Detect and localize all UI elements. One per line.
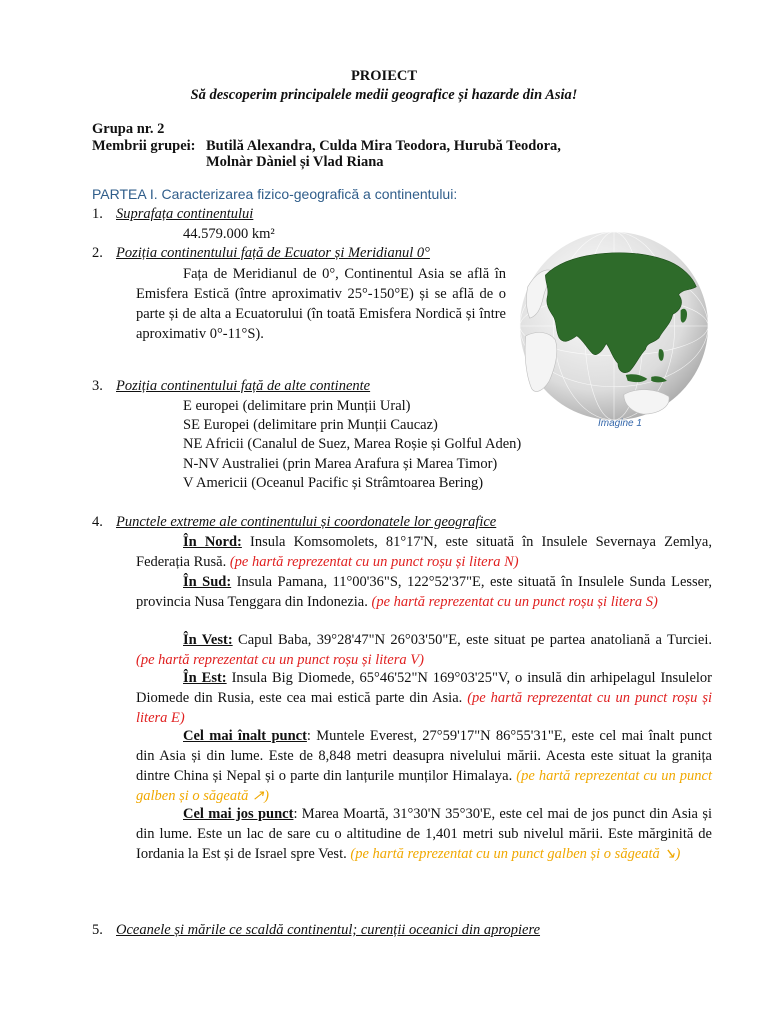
extreme-west-text: Capul Baba, 39°28'47"N 26°03'50"E, este situat pe partea anatoliană a Turciei.: [232, 632, 712, 648]
highest-point-label: Cel mai înalt punct: [183, 728, 307, 744]
extreme-north-note: (pe hartă reprezentat cu un punct roșu și litera N): [229, 554, 519, 570]
figure-caption: Imagine 1: [598, 418, 642, 429]
members-line-2: Molnàr Dàniel și Vlad Riana: [206, 154, 384, 170]
extreme-east-note: (pe hartă reprezentat cu un punct roșu și litera E): [136, 690, 712, 726]
extreme-east-text: Insula Big Diomede, 65°46'52"N 169°03'25"V, o insulă din arhipelagul Insulelor Diomede din Rusia, este cea mai estică parte din Asia.: [136, 670, 712, 706]
item-3-line-2: SE Europei (delimitare prin Munții Caucaz): [183, 417, 438, 433]
item-2-number: 2.: [92, 245, 103, 261]
highest-point-note: (pe hartă reprezentat cu un punct galben și o săgeată ↗): [136, 768, 712, 804]
item-1-value: 44.579.000 km²: [183, 226, 275, 242]
extreme-west-label: În Vest:: [183, 632, 233, 648]
item-3-line-4: N-NV Australiei (prin Marea Arafura și Marea Timor): [183, 456, 498, 472]
extreme-east-label: În Est:: [183, 670, 227, 686]
item-2-text-body: Fața de Meridianul de 0°, Continentul Asia se află în Emisfera Estică (între aproximativ 25°-150°E) și se află de o parte și de alta a Ecuatorului (în toată Emisfera Nordică și între aproximativ 0°-11°S).: [136, 266, 506, 342]
globe-svg: [516, 228, 712, 424]
item-2-title: Poziția continentului față de Ecuator și Meridianul 0°: [116, 245, 430, 261]
highest-point-text: : Muntele Everest, 27°59'17"N 86°55'31"E, este cel mai înalt punct din Asia și din lume. Este de 8,848 metri deasupra nivelului mării. Acesta este situat la granița dintre China și Nepal și o parte din lanțurile munților Himalaya.: [136, 728, 712, 784]
members-line-1: Butilă Alexandra, Culda Mira Teodora, Hurubă Teodora,: [206, 138, 561, 154]
extreme-east: [136, 668, 712, 728]
item-1-number: 1.: [92, 206, 103, 222]
extreme-south-note: (pe hartă reprezentat cu un punct roșu și litera S): [371, 594, 658, 610]
extreme-north-text: Insula Komsomolets, 81°17'N, este situată în Insulele Severnaya Zemlya, Federația Rusă.: [136, 534, 712, 570]
extreme-north: [136, 532, 712, 572]
group-number: Grupa nr. 2: [92, 121, 165, 137]
part1-heading: PARTEA I. Caracterizarea fizico-geografică a continentului:: [92, 186, 458, 202]
lowest-point-text: : Marea Moartă, 31°30'N 35°30'E, este cel mai de jos punct din Asia și din lume. Este un lac de sare cu o altitudine de 1,401 metri sub nivelul mării. Este mărginită de Iordania la Est și de Israel spre Vest.: [136, 806, 712, 862]
item-5-number: 5.: [92, 922, 103, 938]
item-3-line-5: V Americii (Oceanul Pacific și Strâmtoarea Bering): [183, 475, 484, 491]
lowest-point-label: Cel mai jos punct: [183, 806, 294, 822]
item-3-number: 3.: [92, 378, 103, 394]
highest-point: [136, 726, 712, 806]
document-subtitle: Să descoperim principalele medii geografice și hazarde din Asia!: [190, 87, 578, 103]
lowest-point: [136, 804, 712, 864]
extreme-south-text: Insula Pamana, 11°00'36"S, 122°52'37"E, este situată în Insulele Sunda Lesser, provincia Nusa Tenggara din Indonezia.: [136, 574, 712, 610]
item-1-title: Suprafața continentului: [116, 206, 254, 222]
item-4-title: Punctele extreme ale continentului și coordonatele lor geografice: [116, 514, 497, 530]
members-label: Membrii grupei:: [92, 138, 196, 154]
item-5-title: Oceanele și mările ce scaldă continentul; curenții oceanici din apropiere: [116, 922, 541, 938]
extreme-south-label: În Sud:: [183, 574, 232, 590]
extreme-south: [136, 572, 712, 612]
item-2-text: [136, 264, 506, 344]
document-title: PROIECT: [350, 68, 418, 84]
philippines-shape: [659, 349, 664, 361]
lowest-point-note: (pe hartă reprezentat cu un punct galben și o săgeată ↘): [350, 846, 681, 862]
item-3-line-1: E europei (delimitare prin Munții Ural): [183, 398, 411, 414]
item-4-number: 4.: [92, 514, 103, 530]
extreme-west-note: (pe hartă reprezentat cu un punct roșu și litera V): [136, 652, 424, 668]
extreme-west: [136, 630, 712, 670]
item-3-title: Poziția continentului față de alte continente: [116, 378, 371, 394]
asia-globe-image: [516, 228, 712, 424]
item-3-line-3: NE Africii (Canalul de Suez, Marea Roșie și Golful Aden): [183, 436, 522, 452]
extreme-north-label: În Nord:: [183, 534, 242, 550]
